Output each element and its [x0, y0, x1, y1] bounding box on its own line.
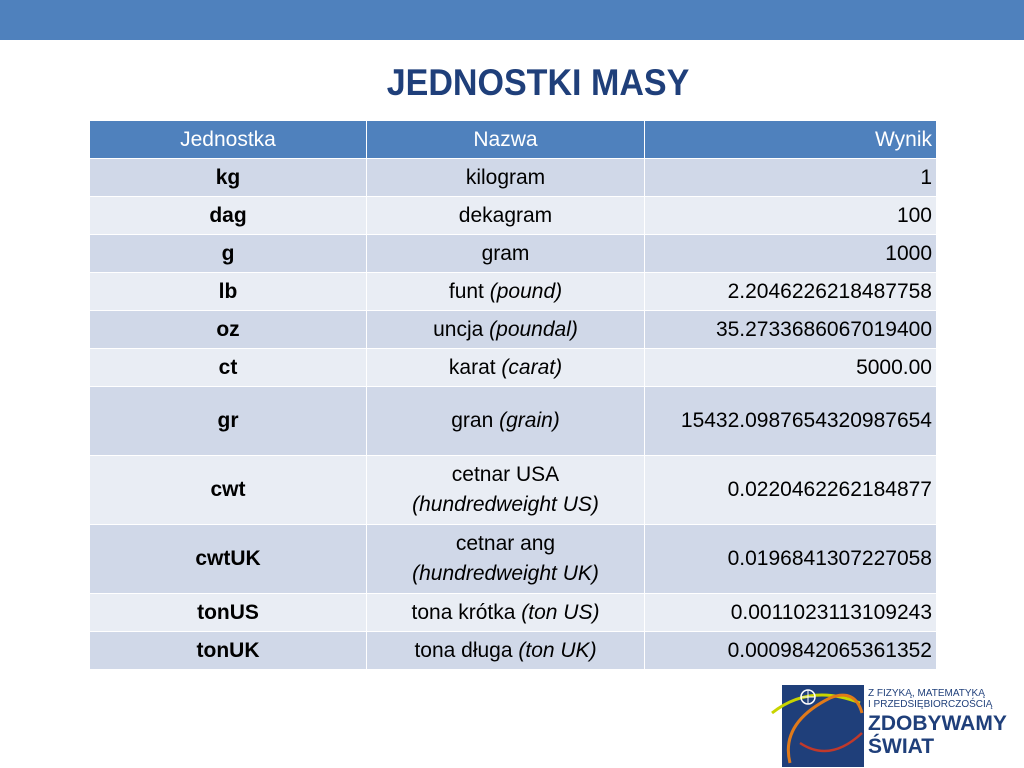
- result-cell: 100: [645, 197, 937, 235]
- result-cell: 5000.00: [645, 349, 937, 387]
- header-result: Wynik: [645, 121, 937, 159]
- result-cell: 0.0009842065361352: [645, 632, 937, 670]
- header-unit: Jednostka: [90, 121, 367, 159]
- logo-name-1: ZDOBYWAMY: [868, 712, 1007, 735]
- name-en: (carat): [501, 355, 563, 379]
- name-cell: [367, 594, 645, 632]
- unit-cell: kg: [90, 159, 367, 197]
- name-pl: tona krótka: [411, 600, 522, 624]
- name-cell: [367, 349, 645, 387]
- header-name: Nazwa: [367, 121, 645, 159]
- name-pl: uncja: [433, 317, 490, 341]
- name-cell: [367, 235, 645, 273]
- logo-tagline-2: I PRZEDSIĘBIORCZOŚCIĄ: [868, 699, 993, 710]
- name-cell: [367, 159, 645, 197]
- slide-title: JEDNOSTKI MASY: [386, 62, 690, 103]
- name-cell: [367, 456, 645, 525]
- name-pl: gram: [481, 241, 530, 265]
- name-cell: [367, 525, 645, 594]
- logo-tagline-1: Z FIZYKĄ, MATEMATYKĄ: [868, 688, 985, 699]
- table-row: [90, 273, 937, 311]
- name-pl: kilogram: [465, 165, 546, 189]
- result-cell: 2.2046226218487758: [645, 273, 937, 311]
- unit-cell: tonUS: [90, 594, 367, 632]
- name-pl: funt: [448, 279, 490, 303]
- name-cell: [367, 387, 645, 456]
- name-en: (hundredweight US): [412, 493, 599, 516]
- unit-cell: gr: [90, 387, 367, 456]
- unit-cell: lb: [90, 273, 367, 311]
- name-en: (ton US): [521, 600, 600, 624]
- unit-cell: oz: [90, 311, 367, 349]
- name-pl: cetnar USA: [451, 463, 560, 486]
- name-en: (poundal): [489, 317, 578, 341]
- name-pl: gran: [451, 409, 500, 432]
- table-row: [90, 456, 937, 525]
- name-en: (grain): [499, 409, 560, 432]
- name-pl: tona długa: [414, 638, 519, 662]
- name-cell: [367, 273, 645, 311]
- mass-units-table: [89, 120, 937, 670]
- top-accent-bar: [0, 0, 1024, 40]
- unit-cell: cwtUK: [90, 525, 367, 594]
- result-cell: 1: [645, 159, 937, 197]
- result-cell: 0.0196841307227058: [645, 525, 937, 594]
- table-row: [90, 159, 937, 197]
- name-en: (hundredweight UK): [412, 562, 599, 585]
- result-cell: 0.0220462262184877: [645, 456, 937, 525]
- unit-cell: cwt: [90, 456, 367, 525]
- unit-cell: dag: [90, 197, 367, 235]
- name-en: (ton UK): [518, 638, 597, 662]
- logo-name-2: ŚWIAT: [868, 735, 935, 758]
- result-cell: 0.0011023113109243: [645, 594, 937, 632]
- table-row: [90, 235, 937, 273]
- table-row: [90, 349, 937, 387]
- name-pl: karat: [448, 355, 502, 379]
- unit-cell: tonUK: [90, 632, 367, 670]
- unit-cell: g: [90, 235, 367, 273]
- table-row: [90, 594, 937, 632]
- table-row: [90, 197, 937, 235]
- name-en: (pound): [489, 279, 563, 303]
- name-cell: [367, 311, 645, 349]
- logo-text: [868, 688, 1007, 758]
- result-cell: 1000: [645, 235, 937, 273]
- name-cell: [367, 197, 645, 235]
- name-pl: cetnar ang: [455, 532, 556, 555]
- table-header-row: [90, 121, 937, 159]
- table-row: [90, 311, 937, 349]
- table-row: [90, 632, 937, 670]
- unit-cell: ct: [90, 349, 367, 387]
- result-cell: 15432.0987654320987654: [645, 387, 937, 456]
- name-cell: [367, 632, 645, 670]
- table-row: [90, 525, 937, 594]
- result-cell: 35.2733686067019400: [645, 311, 937, 349]
- name-pl: dekagram: [458, 203, 553, 227]
- table-row: [90, 387, 937, 456]
